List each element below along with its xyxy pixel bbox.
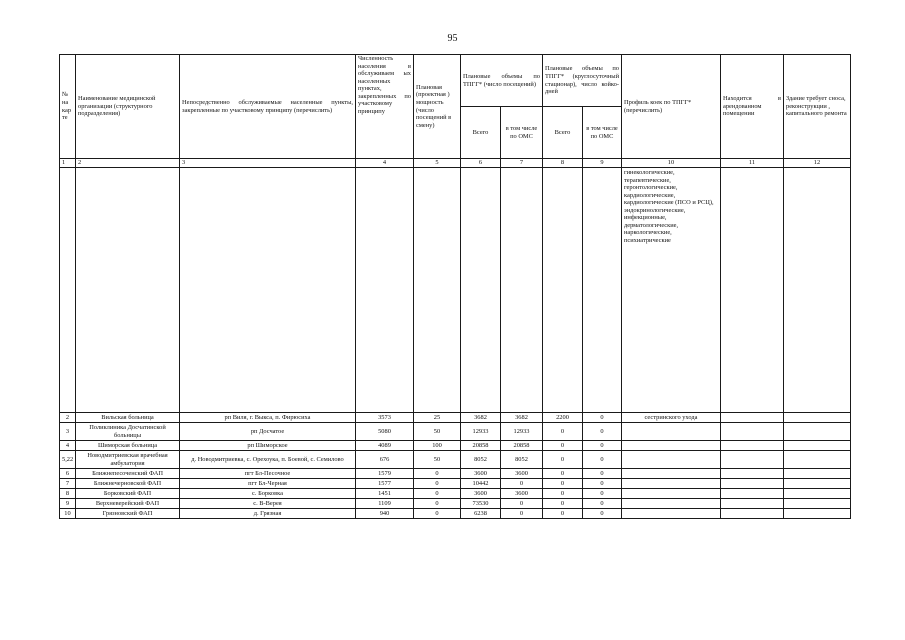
row-rented [721, 413, 784, 423]
header-rented: Находится в арендованном помещении [721, 55, 784, 159]
row-settlements: д. Грязная [180, 509, 356, 519]
column-number: 5 [414, 159, 461, 168]
header-beds-total: Всего [543, 107, 583, 159]
profile-line: дерматологические, [624, 221, 679, 229]
row-visits-total: 20858 [461, 441, 501, 451]
row-reconstruction [784, 469, 851, 479]
row-reconstruction [784, 441, 851, 451]
row-population: 4089 [356, 441, 414, 451]
row-visits-oms: 8052 [501, 451, 543, 469]
row-organization: Ближнепесоченский ФАП [76, 469, 180, 479]
table-row [60, 451, 851, 469]
profile-line: кардиологические (ПСО и РСЦ), [624, 199, 714, 207]
row-rented [721, 499, 784, 509]
row-visits-oms: 0 [501, 479, 543, 489]
row-organization: Борковский ФАП [76, 489, 180, 499]
row-number: 3 [60, 423, 76, 441]
profile-line: инфекционные, [624, 214, 667, 222]
row-number: 4 [60, 441, 76, 451]
row-population: 5080 [356, 423, 414, 441]
profile-line: наркологические, [624, 229, 672, 237]
row-visits-oms: 0 [501, 499, 543, 509]
row-settlements: с. В-Верея [180, 499, 356, 509]
row-beds-total: 0 [543, 451, 583, 469]
row-beds-oms: 0 [583, 469, 622, 479]
header-organization: Наименование медицинской организации (структурного подразделения) [76, 55, 180, 159]
column-number: 3 [180, 159, 356, 168]
row-visits-total: 10442 [461, 479, 501, 489]
row-bed-profile [622, 423, 721, 441]
row-capacity: 50 [414, 451, 461, 469]
row-capacity: 0 [414, 489, 461, 499]
row-visits-oms: 12933 [501, 423, 543, 441]
profile-line: терапевтические, [624, 176, 671, 184]
header-bed-days-plan: Плановые объемы по ТПГГ* (круглосуточный стационар), число койко-дней [543, 55, 622, 107]
column-number: 4 [356, 159, 414, 168]
row-number: 6 [60, 469, 76, 479]
row-beds-oms: 0 [583, 413, 622, 423]
column-number: 9 [583, 159, 622, 168]
row-beds-oms: 0 [583, 423, 622, 441]
profile-line: психиатрические [624, 236, 671, 244]
profile-line: кардиологические, [624, 191, 676, 199]
row-beds-total: 0 [543, 469, 583, 479]
column-number: 7 [501, 159, 543, 168]
row-settlements: д. Новодмитриевка, с. Орехоука, п. Боевой, с. Семилово [180, 451, 356, 469]
header-bed-profile: Профиль коек по ТПГГ* (перечислить) [622, 55, 721, 159]
row-number: 5,22 [60, 451, 76, 469]
medical-facilities-table [59, 54, 851, 519]
header-capacity: Плановая (проектная ) мощность (число посещений в смену) [414, 55, 461, 159]
header-beds-oms: в том числе по ОМС [583, 107, 622, 159]
row-capacity: 50 [414, 423, 461, 441]
row-reconstruction [784, 451, 851, 469]
row-settlements: с. Борковка [180, 489, 356, 499]
row-capacity: 0 [414, 469, 461, 479]
table-row [60, 423, 851, 441]
row-settlements: рп Досчатое [180, 423, 356, 441]
column-number: 8 [543, 159, 583, 168]
row-visits-total: 3600 [461, 489, 501, 499]
row-reconstruction [784, 413, 851, 423]
row-bed-profile [622, 479, 721, 489]
header-visits-plan: Плановые объемы по ТПГГ* (число посещений) [461, 55, 543, 107]
row-beds-oms: 0 [583, 479, 622, 489]
row-visits-total: 8052 [461, 451, 501, 469]
row-reconstruction [784, 489, 851, 499]
row-rented [721, 423, 784, 441]
row-beds-oms: 0 [583, 499, 622, 509]
row-visits-total: 12933 [461, 423, 501, 441]
profile-line: эндокринологические, [624, 206, 686, 214]
row-bed-profile [622, 469, 721, 479]
row-visits-oms: 3600 [501, 469, 543, 479]
row-settlements: рп Виля, г. Выкса, п. Фирюсиха [180, 413, 356, 423]
row-capacity: 0 [414, 509, 461, 519]
row-capacity: 0 [414, 479, 461, 489]
column-number: 6 [461, 159, 501, 168]
row-settlements: рп Шиморское [180, 441, 356, 451]
profile-line: гинекологические, [624, 169, 675, 176]
row-beds-oms: 0 [583, 451, 622, 469]
table-row [60, 469, 851, 479]
row-beds-total: 2200 [543, 413, 583, 423]
row-settlements: пгт Бл-Песочное [180, 469, 356, 479]
profile-line: геронтологические, [624, 184, 678, 192]
row-bed-profile: сестринского ухода [622, 413, 721, 423]
row-number: 2 [60, 413, 76, 423]
row-number: 9 [60, 499, 76, 509]
row-visits-total: 73530 [461, 499, 501, 509]
header-settlements: Непосредственно обслуживаемые населенные пункты, закрепленные по участковому принципу (перечислить) [180, 55, 356, 159]
table-row [60, 441, 851, 451]
page-number: 95 [447, 33, 458, 44]
row-beds-oms: 0 [583, 441, 622, 451]
table-row [60, 479, 851, 489]
table-row [60, 499, 851, 509]
row-organization: Поликлиника Досчатинской больницы [76, 423, 180, 441]
row-organization: Ближнечерновской ФАП [76, 479, 180, 489]
row-visits-total: 3682 [461, 413, 501, 423]
row-bed-profile [622, 441, 721, 451]
row-visits-oms: 20858 [501, 441, 543, 451]
row-capacity: 100 [414, 441, 461, 451]
row-population: 676 [356, 451, 414, 469]
row-reconstruction [784, 479, 851, 489]
row-population: 3573 [356, 413, 414, 423]
row-population: 1451 [356, 489, 414, 499]
row-beds-total: 0 [543, 499, 583, 509]
row-organization: Верхневерейский ФАП [76, 499, 180, 509]
header-visits-oms: в том числе по ОМС [501, 107, 543, 159]
row-number: 10 [60, 509, 76, 519]
row-beds-oms: 0 [583, 509, 622, 519]
column-number: 12 [784, 159, 851, 168]
column-number-row [60, 159, 851, 168]
row-reconstruction [784, 423, 851, 441]
header-reconstruction: Здание требует сноса, реконструкции , капитального ремонта [784, 55, 851, 159]
row-rented [721, 479, 784, 489]
row-beds-total: 0 [543, 479, 583, 489]
row-rented [721, 489, 784, 499]
continued-bed-profile [622, 168, 721, 413]
row-reconstruction [784, 509, 851, 519]
row-bed-profile [622, 509, 721, 519]
row-bed-profile [622, 451, 721, 469]
row-rented [721, 441, 784, 451]
row-capacity: 0 [414, 499, 461, 509]
row-reconstruction [784, 499, 851, 509]
row-beds-total: 0 [543, 423, 583, 441]
column-number: 11 [721, 159, 784, 168]
row-rented [721, 509, 784, 519]
row-population: 1579 [356, 469, 414, 479]
row-population: 940 [356, 509, 414, 519]
row-organization: Грязновский ФАП [76, 509, 180, 519]
row-beds-total: 0 [543, 489, 583, 499]
header-visits-total: Всего [461, 107, 501, 159]
row-visits-total: 3600 [461, 469, 501, 479]
row-visits-oms: 0 [501, 509, 543, 519]
row-number: 7 [60, 479, 76, 489]
row-number: 8 [60, 489, 76, 499]
row-population: 1109 [356, 499, 414, 509]
row-visits-oms: 3600 [501, 489, 543, 499]
column-number: 10 [622, 159, 721, 168]
table-row [60, 413, 851, 423]
row-organization: Новодмитриевская врачебная амбулатория [76, 451, 180, 469]
table-row [60, 489, 851, 499]
row-population: 1577 [356, 479, 414, 489]
row-settlements: пгт Бл-Черная [180, 479, 356, 489]
continued-row [60, 168, 851, 413]
row-visits-oms: 3682 [501, 413, 543, 423]
table-row [60, 509, 851, 519]
row-rented [721, 469, 784, 479]
row-organization: Шиморская больница [76, 441, 180, 451]
row-beds-total: 0 [543, 509, 583, 519]
row-bed-profile [622, 499, 721, 509]
column-number: 1 [60, 159, 76, 168]
header-map-number: № на кар те [60, 55, 76, 159]
row-bed-profile [622, 489, 721, 499]
column-number: 2 [76, 159, 180, 168]
row-rented [721, 451, 784, 469]
row-organization: Вильская больница [76, 413, 180, 423]
row-beds-total: 0 [543, 441, 583, 451]
row-capacity: 25 [414, 413, 461, 423]
row-beds-oms: 0 [583, 489, 622, 499]
row-visits-total: 6238 [461, 509, 501, 519]
header-population: Численность населения в обслуживаем ых населенных пунктах, закрепленных по участковому принципу [356, 55, 414, 159]
